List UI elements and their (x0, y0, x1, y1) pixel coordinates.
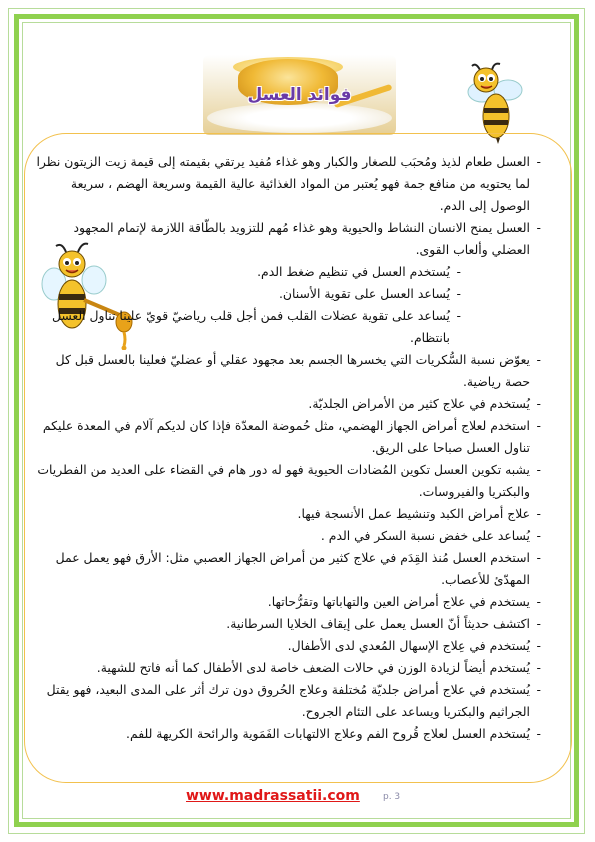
benefits-list (36, 151, 541, 745)
list-item: - العسل يمنح الانسان النشاط والحيوية وهو غذاء مُهم للتزويد بالطّاقة اللازمة لإتمام المجهود العضلي وألعاب القوى. (36, 217, 541, 261)
list-item: - يُستخدم العسل في تنظيم ضغط الدم. (36, 261, 461, 283)
list-item: - علاج أمراض الكبد وتنشيط عمل الأنسجة فيها. (36, 503, 541, 525)
list-item: - يُستخدم في علاج أمراض جلديّة مُختلفة وعلاج الحُروق دون ترك أثر على المدى البعيد، فهو يقتل الجراثيم والبكتريا ويساعد على التئام الجروح. (36, 679, 541, 723)
honey-plate-image (207, 103, 392, 133)
page-footer (186, 788, 426, 808)
list-item: - يُساعد على خفض نسبة السكر في الدم . (36, 525, 541, 547)
list-item: - يُستخدم في عِلاج الإسهال المُعدي لدى الأطفال. (36, 635, 541, 657)
list-item: - يشبه تكوين العسل تكوين المُضادات الحيوية فهو له دور هام في القضاء على العديد من الفطريات والبكتريا والفيروسات. (36, 459, 541, 503)
list-item: - استخدم لعلاج أمراض الجهاز الهضمي، مثل حُموضة المعدّة فإذا كان لديكم آلام في المعدة عليكم تناول العسل صباحا على الريق. (36, 415, 541, 459)
list-item: - يُستخدم أيضاً لزيادة الوزن في حالات الضعف خاصة لدى الأطفال كما أنه فاتح للشهية. (36, 657, 541, 679)
list-item: - يُستخدم في علاج كثير من الأمراض الجلديّة. (36, 393, 541, 415)
list-item: - العسل طعام لذيذ ومُحبَب للصغار والكبار وهو غذاء مُفيد يرتقي بقيمته إلى قيمة زيت الزيتون نظرا لما يحتويه من منافع جمة فهو يُعتبر من المواد الغذائية عالية القيمة وسريعة الهضم ، سريعة الوصول إلى الدم. (36, 151, 541, 217)
list-item: - يُساعد على تقوية عضلات القلب فمن أجل قلب رياضيّ قويّ علينا تناول العسل بانتظام. (36, 305, 461, 349)
list-item: - اكتشف حديثاً أنّ العسل يعمل على إيقاف الخلايا السرطانية. (36, 613, 541, 635)
list-item: - يُستخدم العسل لعلاج قُروح الفم وعلاج الالتهابات الفَمَوية والرائحة الكريهة للفم. (36, 723, 541, 745)
list-item: - استخدم العسل مُنذ القِدَم في علاج كثير من أمراض الجهاز العصبي مثل: الأرق فهو يعمل عمل المهدّئ للأعصاب. (36, 547, 541, 591)
list-item: - يستخدم في علاج أمراض العين والتهاباتها وتقرُّحاتها. (36, 591, 541, 613)
bee-icon (462, 62, 528, 144)
title-banner (203, 55, 396, 135)
list-item: - يُساعد العسل على تقوية الأسنان. (36, 283, 461, 305)
page-title: فوائد العسل (247, 85, 352, 105)
website-link[interactable]: www.madrassatii.com (186, 788, 360, 804)
list-item: - يعوّض نسبة السُّكريات التي يخسرها الجسم بعد مجهود عقلي أو عضليّ فعلينا بالعسل قبل كل حصة رياضية. (36, 349, 541, 393)
page-number: p. 3 (383, 792, 401, 802)
